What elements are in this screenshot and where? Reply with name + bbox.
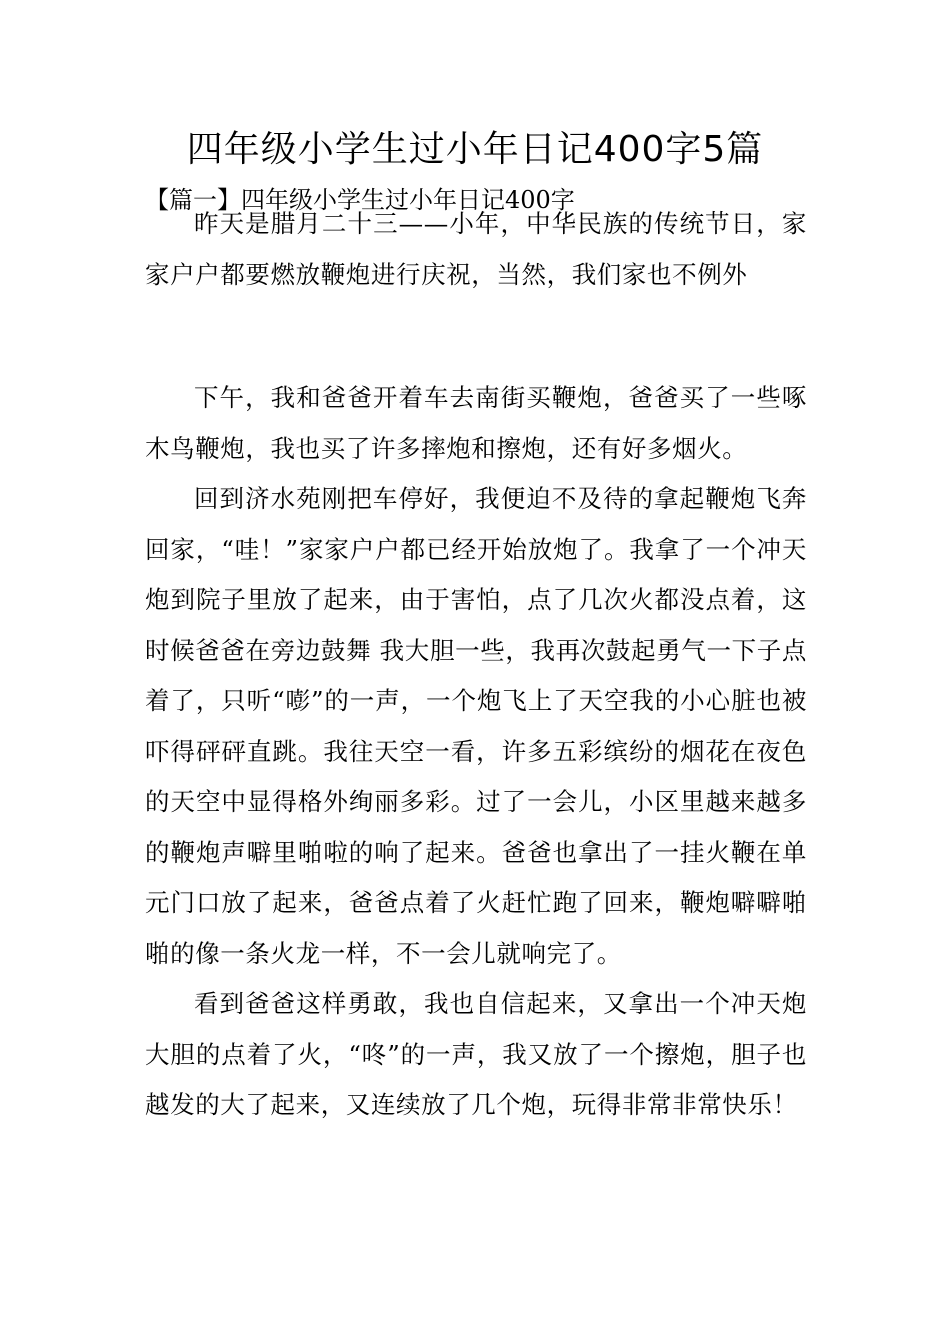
paragraph-2: 下午，我和爸爸开着车去南街买鞭炮，爸爸买了一些啄木鸟鞭炮，我也买了许多摔炮和擦炮，还有好多烟火。: [145, 383, 807, 463]
document-title: 四年级小学生过小年日记400字5篇: [186, 129, 764, 170]
first-paragraph-block: [145, 199, 807, 300]
paragraph-4: 看到爸爸这样勇敢，我也自信起来，又拿出一个冲天炮大胆的点着了火，“咚”的一声，我又放了一个擦炮，胆子也越发的大了起来，又连续放了几个炮，玩得非常非常快乐！: [145, 989, 807, 1119]
paragraph-1: 昨天是腊月二十三——小年，中华民族的传统节日，家家户户都要燃放鞭炮进行庆祝，当然，我们家也不例外: [145, 209, 807, 289]
section-heading: 【篇一】四年级小学生过小年日记400字: [145, 186, 575, 214]
paragraph-3: 回到济水苑刚把车停好，我便迫不及待的拿起鞭炮飞奔回家，“哇！”家家户户都已经开始放炮了。我拿了一个冲天炮到院子里放了起来，由于害怕，点了几次火都没点着，这时候爸爸在旁边鼓舞 我大胆一些，我再次鼓起勇气一下子点着了，只听“嘭”的一声，一个炮飞上了天空我的小心脏也被吓得砰砰直跳。我往天空一看，许多五彩缤纷的烟花在夜色的天空中显得格外绚丽多彩。过了一会儿，小区里越来越多的鞭炮声噼里啪啦的响了起来。爸爸也拿出了一挂火鞭在单元门口放了起来，爸爸点着了火赶忙跑了回来，鞭炮噼噼啪啪的像一条火龙一样，不一会儿就响完了。: [145, 484, 807, 968]
body-paragraphs: [145, 373, 807, 1131]
